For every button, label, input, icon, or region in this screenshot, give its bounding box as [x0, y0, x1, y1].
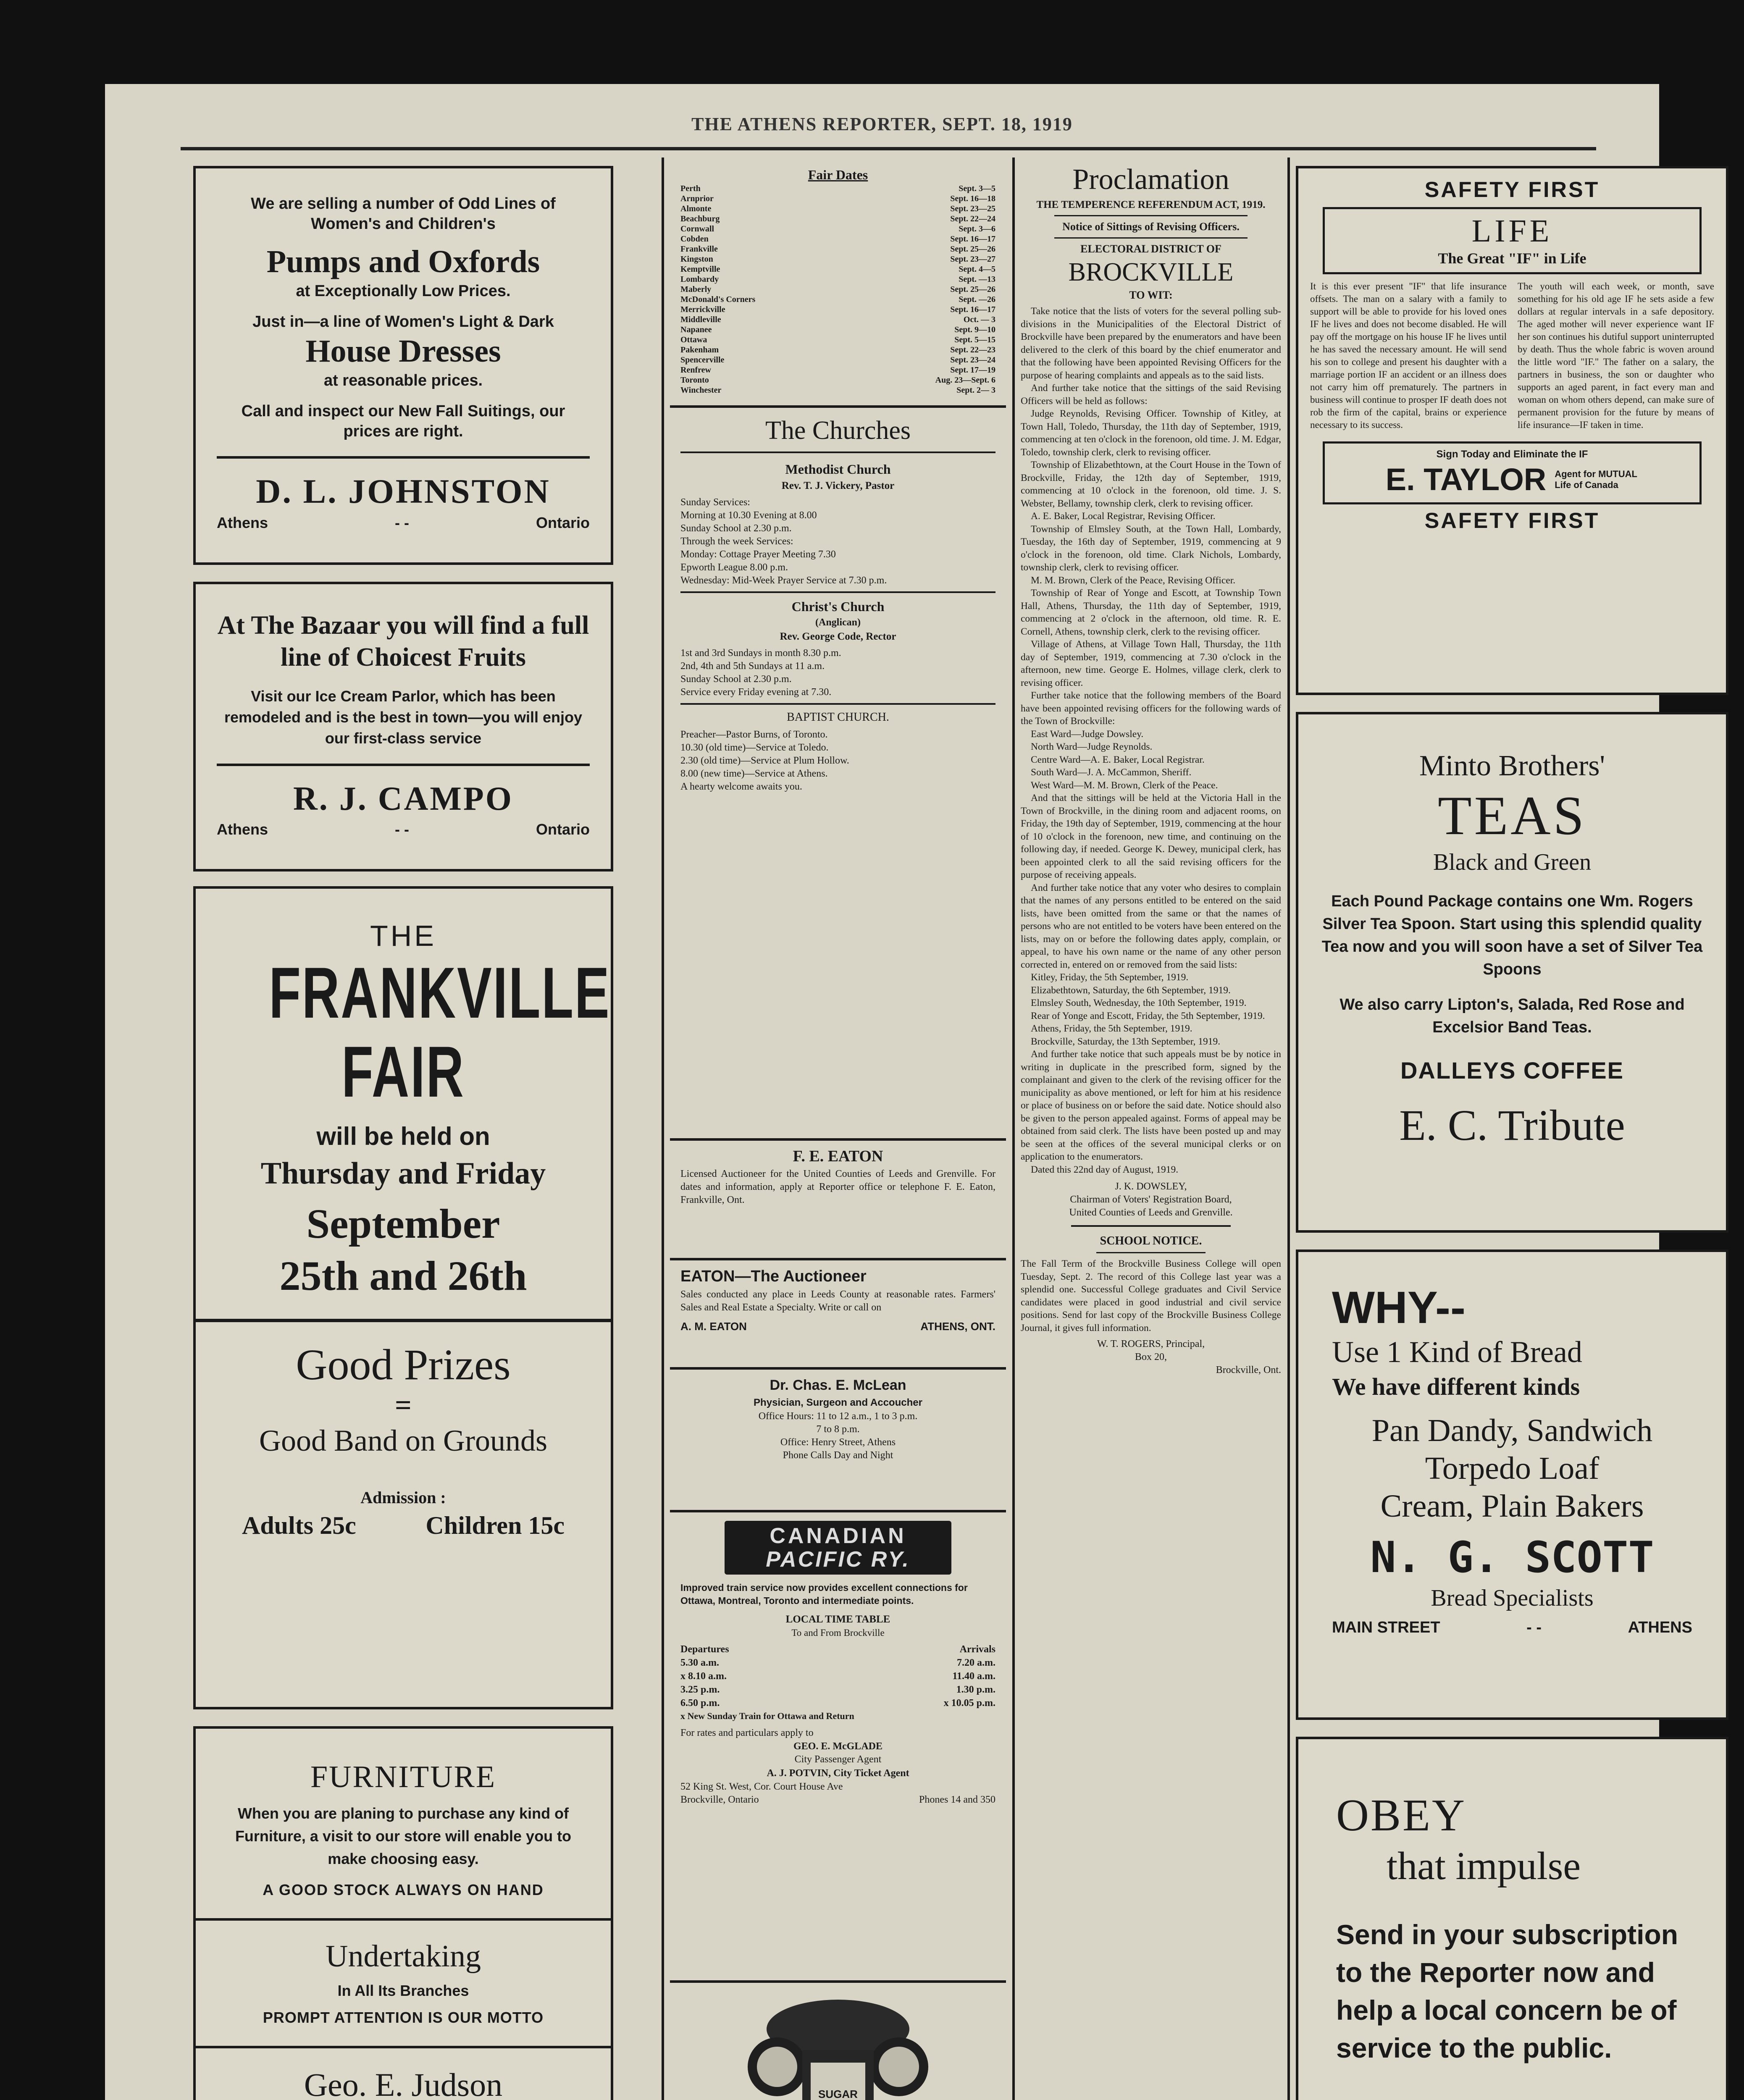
church-name: BAPTIST CHURCH.: [787, 711, 889, 724]
divider: [1054, 215, 1248, 216]
fair-name: Middleville: [680, 315, 721, 324]
timetable-row: [680, 1683, 995, 1696]
ad-headline: Undertaking: [326, 1939, 481, 1974]
ad-cane-mola: [670, 1980, 1006, 2100]
ad-body: Each Pound Package contains one Wm. Rogers Silver Tea Spoon. Start using this splendid quality Tea now and you will soon have a set of Silver Tea Spoons: [1321, 892, 1703, 978]
proclamation-paragraph: A. E. Baker, Local Registrar, Revising Officer.: [1031, 511, 1216, 522]
ad-contact: [680, 1320, 995, 1333]
ad-headline: OBEY: [1336, 1790, 1466, 1840]
ad-why: WHY--: [1332, 1282, 1466, 1333]
fair-date-row: [680, 234, 995, 244]
timetable-row: [680, 1656, 995, 1670]
agent-title: City Passenger Agent: [794, 1754, 882, 1765]
fair-prices: [217, 1509, 590, 1541]
service-line: 10.30 (old time)—Service at Toledo.: [680, 742, 829, 753]
service-line: Morning at 10.30 Evening at 8.00: [680, 510, 817, 521]
ad-title: Physician, Surgeon and Accoucher: [754, 1397, 922, 1408]
fair-name: Kemptville: [680, 265, 720, 274]
cpr-contact: [680, 1793, 995, 1806]
proclamation-paragraph: Kitley, Friday, the 5th September, 1919.: [1031, 972, 1189, 983]
proclamation-towit: TO WIT:: [1129, 289, 1173, 301]
ad-subline: at reasonable prices.: [323, 372, 483, 389]
sign-line: Sign Today and Eliminate the IF: [1436, 449, 1588, 460]
proclamation-paragraph: Township of Elmsley South, at the Town Hall, Lombardy, Tuesday, the 16th day of September, 1919, commencing at 9 o'clock in the forenoon, old time. Clark Nichols, Lombardy, township clerk, clerk to revising officer.: [1021, 523, 1281, 573]
service-line: 2.30 (old time)—Service at Plum Hollow.: [680, 755, 849, 766]
advertiser-name: Dr. Chas. E. McLean: [770, 1377, 906, 1393]
fair-date: Sept. —13: [959, 275, 995, 284]
proclamation-district: ELECTORAL DISTRICT OF: [1080, 243, 1221, 255]
ad-judson: [193, 1726, 613, 2100]
service-line: 8.00 (new time)—Service at Athens.: [680, 768, 828, 779]
church-pastor: Rev. T. J. Vickery, Pastor: [781, 480, 895, 491]
fair-date-row: [680, 335, 995, 345]
fair-date-row: [680, 214, 995, 224]
fair-date-row: [680, 304, 995, 315]
ad-johnston: [193, 166, 613, 565]
fair-name: Frankville: [680, 244, 718, 254]
service-line: Service every Friday evening at 7.30.: [680, 687, 832, 698]
fair-prizes: Good Prizes: [296, 1341, 511, 1389]
ad-campo: [193, 582, 613, 872]
fair-the: THE: [370, 919, 436, 952]
office-address: Office: Henry Street, Athens: [780, 1437, 896, 1448]
fair-date-row: [680, 345, 995, 355]
service-line: Through the week Services:: [680, 536, 793, 547]
signer-place: United Counties of Leeds and Grenville.: [1069, 1207, 1233, 1218]
fair-date-row: [680, 355, 995, 365]
price-adults: Adults 25c: [242, 1512, 356, 1539]
ad-subline: Black and Green: [1433, 849, 1592, 875]
proclamation-paragraph: Elmsley South, Wednesday, the 10th September, 1919.: [1031, 998, 1247, 1008]
street: MAIN STREET: [1332, 1619, 1440, 1636]
fair-date: Sept. 17—19: [950, 365, 995, 375]
fair-date: Sept. 23—24: [950, 355, 995, 365]
column-2: [670, 158, 1006, 2100]
cpr-address: 52 King St. West, Cor. Court House Ave: [680, 1781, 843, 1792]
divider: [217, 764, 590, 766]
timetable-row: [680, 1696, 995, 1710]
fair-name: Cobden: [680, 234, 709, 244]
fair-name: Kingston: [680, 255, 713, 264]
office-phone: Phone Calls Day and Night: [783, 1450, 893, 1461]
ad-headline: EATON—The Auctioneer: [680, 1268, 867, 1285]
fair-date-row: [680, 274, 995, 284]
service-list: [680, 728, 995, 793]
fair-title: FAIR: [341, 1032, 465, 1112]
ad-line: Call and inspect our New Fall Suitings, our prices are right.: [241, 402, 565, 440]
service-list: [680, 647, 995, 699]
ad-eaton-auctioneer: [670, 1138, 1006, 1207]
churches: [670, 414, 1006, 793]
office-hours: 7 to 8 p.m.: [816, 1424, 860, 1435]
office-hours: Office Hours: 11 to 12 a.m., 1 to 3 p.m.: [758, 1411, 918, 1422]
life-subtitle: The Great "IF" in Life: [1438, 250, 1586, 267]
school-sign: W. T. ROGERS, Principal,: [1097, 1339, 1205, 1349]
separator: - -: [1526, 1619, 1542, 1636]
ad-headline: TEAS: [1438, 785, 1586, 846]
cpr-rates: For rates and particulars apply to: [680, 1727, 814, 1738]
timetable-header: [680, 1643, 995, 1656]
agent-name: GEO. E. McGLADE: [793, 1741, 883, 1752]
departure-time: 3.25 p.m.: [680, 1684, 720, 1695]
fair-name: McDonald's Corners: [680, 295, 756, 304]
advertiser-name: Geo. E. Judson: [304, 2066, 503, 2100]
church-rector: Rev. George Code, Rector: [780, 631, 896, 642]
ad-line: Use 1 Kind of Bread: [1332, 1335, 1582, 1369]
timetable-note: x New Sunday Train for Ottawa and Return: [680, 1711, 854, 1721]
fair-date: Sept. 22—23: [950, 345, 995, 354]
departure-time: x 8.10 a.m.: [680, 1671, 727, 1682]
service-line: Preacher—Pastor Burns, of Toronto.: [680, 729, 828, 740]
divider: [680, 591, 995, 593]
ad-body: Licensed Auctioneer for the United Counties of Leeds and Grenville. For dates and information, apply at Reporter office or telephone F. E. Eaton, Frankville, Ont.: [680, 1168, 995, 1205]
proclamation-paragraph: Township of Elizabethtown, at the Court House in the Town of Brockville, Friday, the 12th day of September, 1919, commencing at 10 o'clock in the forenoon, old time. J. S. Webster, Bellamy, township clerk, clerk to revising officer.: [1021, 459, 1281, 509]
service-line: Epworth League 8.00 p.m.: [680, 562, 788, 573]
fair-equals: =: [395, 1389, 412, 1422]
proclamation-paragraph: M. M. Brown, Clerk of the Peace, Revising Officer.: [1031, 575, 1236, 586]
fair-month: September: [306, 1200, 500, 1247]
proclamation-brockville: BROCKVILLE: [1068, 258, 1234, 286]
timetable-subtitle: To and From Brockville: [791, 1628, 885, 1638]
cpr-phones: Phones 14 and 350: [919, 1794, 995, 1805]
life-banner: [1323, 207, 1702, 274]
fair-date: Oct. — 3: [963, 315, 995, 324]
masthead-rule: [181, 147, 1596, 150]
service-line: Monday: Cottage Prayer Meeting 7.30: [680, 549, 836, 560]
school-body: The Fall Term of the Brockville Business College will open Tuesday, Sept. 2. The record of this College last year was a splendid one. Successful College graduates and Civil Service candidates were placed in good industrial and civil service positions. Send for last copy of the Brockville Business College Journal, it gives full information.: [1021, 1258, 1281, 1334]
fair-date: Sept. 9—10: [954, 325, 995, 334]
proclamation-paragraph: Brockville, Saturday, the 13th September, 1919.: [1031, 1036, 1221, 1047]
fair-date-row: [680, 294, 995, 304]
masthead: THE ATHENS REPORTER, SEPT. 18, 1919: [691, 114, 1073, 134]
fair-date: Sept. 5—15: [954, 335, 995, 344]
church-denomination: (Anglican): [815, 617, 861, 628]
fair-held: will be held on: [316, 1122, 490, 1150]
advertiser-name: E. C. Tribute: [1399, 1101, 1625, 1150]
fair-date-row: [680, 184, 995, 194]
ad-headline: Pumps and Oxfords: [266, 244, 540, 279]
school-box: Box 20,: [1135, 1352, 1167, 1362]
fair-name: Maberly: [680, 285, 712, 294]
column-1: [193, 158, 613, 2100]
divider: [196, 2046, 611, 2048]
signer-name: J. K. DOWSLEY,: [1115, 1181, 1187, 1192]
proclamation-title: Proclamation: [1072, 163, 1229, 196]
ad-subline: at Exceptionally Low Prices.: [296, 282, 511, 300]
header-arrivals: Arrivals: [959, 1644, 995, 1655]
section-title: Fair Dates: [808, 167, 868, 182]
fair-name: Toronto: [680, 375, 709, 385]
fair-dates: 25th and 26th: [279, 1252, 527, 1299]
ad-body: Sales conducted any place in Leeds County at reasonable rates. Farmers' Sales and Real Estate a Specialty. Write or call on: [680, 1289, 995, 1313]
fair-days: Thursday and Friday: [260, 1156, 546, 1191]
fair-date: Sept. 25—26: [950, 285, 995, 294]
fair-date: Sept. 16—17: [950, 234, 995, 244]
fair-date-row: [680, 194, 995, 204]
proclamation-paragraph: And further take notice that such appeals must be by notice in writing in duplicate in the prescribed form, signed by the complainant and given to the clerk of the revising officer for the municipality as above mentioned, or left for him at his residence or place of business on or before the said date. Notice should also be given to the person appealed against. Forms of appeal may be obtained from said clerk. The lists have been posted up and may be seen at the offices of the several municipal clerks or on application to the enumerators.: [1021, 1049, 1281, 1162]
timetable-title: LOCAL TIME TABLE: [785, 1614, 890, 1625]
fair-name: Spencerville: [680, 355, 725, 365]
divider: [1071, 1225, 1231, 1227]
town: ATHENS: [1628, 1619, 1692, 1636]
safety-first: SAFETY FIRST: [1424, 509, 1600, 533]
service-line: 2nd, 4th and 5th Sundays at 11 a.m.: [680, 661, 825, 672]
separator: - -: [395, 821, 409, 838]
proclamation-paragraph: Village of Athens, at Village Town Hall, Thursday, the 11th day of September, 1919, commencing at 7.30 o'clock in the afternoon, new time. George E. Holmes, village clerk, clerk to revising officer.: [1021, 639, 1281, 688]
fair-date-row: [680, 375, 995, 385]
ad-intro: We are selling a number of Odd Lines of Women's and Children's: [251, 195, 556, 233]
signer-title: Chairman of Voters' Registration Board,: [1070, 1194, 1232, 1205]
proclamation-body: [1021, 305, 1281, 1176]
fair-date: Sept. 3—5: [959, 184, 995, 193]
fair-date-row: [680, 365, 995, 375]
proclamation-paragraph: Rear of Yonge and Escott, Friday, the 5th September, 1919.: [1031, 1010, 1265, 1021]
divider: [217, 456, 590, 459]
proclamation-paragraph: East Ward—Judge Dowsley.: [1031, 728, 1144, 740]
fair-name: Renfrew: [680, 365, 711, 375]
can-label: SUGAR: [818, 2088, 858, 2100]
taylor-name-row: [1333, 461, 1691, 498]
divider: [680, 703, 995, 705]
ad-headline: FURNITURE: [310, 1760, 496, 1794]
section-title: The Churches: [765, 416, 911, 445]
fair-band: Good Band on Grounds: [259, 1424, 547, 1457]
church-name: Methodist Church: [785, 462, 891, 477]
proclamation-paragraph: Take notice that the lists of voters for the several polling sub-divisions in the Municipalities of the Electoral District of Brockville have been prepared by the enumerators and have been delivered to the clerk of this board by the chief enumerator and that the following have been appointed Revising Officers for the purpose of hearing complaints and appeals as to the said lists.: [1021, 306, 1281, 381]
cane-mola-icon: [739, 1991, 937, 2100]
fair-date-row: [680, 385, 995, 395]
service-line: Wednesday: Mid-Week Prayer Service at 7.30 p.m.: [680, 575, 887, 586]
column-rule: [1012, 158, 1015, 2100]
column-4: [1296, 158, 1728, 2100]
ad-coffee: DALLEYS COFFEE: [1400, 1057, 1624, 1084]
arrival-time: 1.30 p.m.: [956, 1684, 995, 1695]
service-line: A hearty welcome awaits you.: [680, 781, 802, 792]
fair-name: Winchester: [680, 386, 722, 395]
cane-mola-illustration: [739, 1991, 937, 2100]
fair-date: Sept. 25—26: [950, 244, 995, 254]
fair-date-row: [680, 325, 995, 335]
fair-name: Lombardy: [680, 275, 719, 284]
province: Ontario: [536, 821, 590, 838]
proclamation-notice: Notice of Sittings of Revising Officers.: [1062, 220, 1240, 233]
fair-name: Cornwall: [680, 224, 714, 234]
fair-date-row: [680, 264, 995, 274]
agent-line: Agent for MUTUAL Life of Canada: [1555, 469, 1637, 490]
ad-headline: that impulse: [1387, 1844, 1581, 1888]
fair-date: Sept. 16—18: [950, 194, 995, 203]
ad-line: Just in—a line of Women's Light & Dark: [252, 313, 554, 331]
ad-headline: At The Bazaar you will find a full line of Choicest Fruits: [217, 611, 589, 672]
place: Athens: [217, 821, 268, 838]
fair-name: Merrickville: [680, 305, 725, 314]
timetable-row: [680, 1670, 995, 1683]
service-line: Sunday School at 2.30 p.m.: [680, 674, 792, 685]
proclamation-act: THE TEMPERENCE REFERENDUM ACT, 1919.: [1036, 199, 1266, 210]
divider: [1054, 237, 1248, 239]
column-3: [1021, 158, 1281, 2100]
cpr-city: Brockville, Ontario: [680, 1794, 759, 1805]
fair-name: Ottawa: [680, 335, 707, 344]
ad-body: When you are planing to purchase any kind of Furniture, a visit to our store will enable you to make choosing easy.: [235, 1805, 572, 1867]
bread-kinds: Pan Dandy, Sandwich: [1371, 1413, 1653, 1448]
fair-date-row: [680, 224, 995, 234]
advertiser-name: N. G. SCOTT: [1370, 1533, 1654, 1583]
church-name: Christ's Church: [791, 599, 885, 614]
bread-kinds: Cream, Plain Bakers: [1380, 1488, 1644, 1524]
ad-mclean: [670, 1367, 1006, 1462]
column-rule: [1287, 158, 1290, 2100]
fair-date: Sept. 23—25: [950, 204, 995, 213]
fair-date-row: [680, 244, 995, 254]
service-line: Sunday School at 2.30 p.m.: [680, 523, 792, 534]
life-title: LIFE: [1471, 213, 1553, 249]
proclamation-paragraph: And further take notice that the sittings of the said Revising Officers will be held as follows:: [1021, 383, 1281, 407]
proclamation-paragraph: And that the sittings will be held at the Victoria Hall in the Town of Brockville, in the dining room and adjacent rooms, on Friday, the 19th day of September, 1919, commencing at the hour of 10 o'clock in the forenoon, new time, and continuing on the following day, if needed. George K. Dewey, municipal clerk, has been appointed clerk to all the said revising officers for the purpose of receiving appeals.: [1021, 793, 1281, 880]
ad-frankville-fair: [193, 886, 613, 1709]
fair-date: Sept. —26: [959, 295, 995, 304]
divider: [680, 452, 995, 453]
proclamation-paragraph: Township of Rear of Yonge and Escott, at Township Town Hall, Athens, Thursday, the 11th day of September, 1919, commencing at 2 o'clock in the afternoon, old time. R. E. Cornell, Athens, township clerk, clerk to the revising officer.: [1021, 588, 1281, 637]
service-line: Sunday Services:: [680, 497, 750, 508]
divider: [1096, 1252, 1206, 1253]
fair-date-row: [680, 254, 995, 264]
fair-name: Perth: [680, 184, 701, 193]
taylor-sign-box: [1323, 441, 1702, 504]
proclamation-paragraph: Athens, Friday, the 5th September, 1919.: [1031, 1023, 1192, 1034]
fair-date: Sept. 23—27: [950, 255, 995, 264]
column-rule: [662, 158, 664, 2100]
ad-minto-teas: [1296, 712, 1728, 1233]
ad-taylor: [1296, 166, 1728, 695]
logo-line: PACIFIC RY.: [766, 1547, 910, 1572]
price-children: Children 15c: [425, 1512, 565, 1539]
service-line: 1st and 3rd Sundays in month 8.30 p.m.: [680, 648, 841, 659]
advertiser-name: E. TAYLOR: [1385, 462, 1547, 497]
fair-admission: Admission :: [360, 1488, 446, 1507]
arrival-time: 11.40 a.m.: [952, 1671, 995, 1682]
province: Ontario: [536, 514, 590, 531]
safety-first: SAFETY FIRST: [1424, 178, 1600, 202]
contact-name: A. M. EATON: [680, 1320, 747, 1333]
bread-kinds: Torpedo Loaf: [1425, 1451, 1600, 1486]
proclamation-paragraph: Elizabethtown, Saturday, the 6th September, 1919.: [1031, 984, 1231, 996]
fair-dates-list: [680, 184, 995, 395]
fair-date-row: [680, 315, 995, 325]
ad-eaton-2: [670, 1258, 1006, 1333]
fair-date: Sept. 16—17: [950, 305, 995, 314]
ad-subline: Bread Specialists: [1431, 1585, 1594, 1611]
fair-name: Arnprior: [680, 194, 714, 203]
ad-headline: House Dresses: [305, 333, 501, 369]
ad-branches: In All Its Branches: [337, 1982, 469, 1999]
ad-line: We have different kinds: [1332, 1373, 1580, 1400]
ad-motto: PROMPT ATTENTION IS OUR MOTTO: [263, 2009, 544, 2026]
life-text-right: The youth will each week, or month, save something for his old age IF he sets aside a few dollars at regular intervals in a safe depository. The aged mother will never experience want IF her son continues his dutiful support uninterrupted by death. Thus the whole fabric is woven around the little word "IF." The father on a salary, the partners in business, the son or daughter who supports an aged parent, in fact every man and woman on whom others depend, can make sure of permanent provision for the future by means of life insurance—IF taken in time.: [1518, 281, 1714, 430]
arrival-time: x 10.05 p.m.: [943, 1698, 995, 1709]
departure-time: 5.30 a.m.: [680, 1657, 719, 1668]
advertiser-location: [1332, 1617, 1692, 1638]
divider: [196, 1918, 611, 1921]
departure-time: 6.50 p.m.: [680, 1698, 720, 1709]
divider: [670, 405, 1006, 408]
ad-body: Visit our Ice Cream Parlor, which has been remodeled and is the best in town—you will enjoy our first-class service: [224, 688, 583, 747]
fair-date: Aug. 23—Sept. 6: [935, 375, 995, 385]
school-title: SCHOOL NOTICE.: [1100, 1234, 1202, 1247]
newspaper-page: [105, 84, 1714, 2100]
advertiser-name: R. J. CAMPO: [293, 780, 513, 817]
advertiser-location: [217, 514, 590, 532]
ad-canadian-pacific: [670, 1510, 1006, 1815]
header-departures: Departures: [680, 1644, 729, 1655]
proclamation-paragraph: South Ward—J. A. McCammon, Sheriff.: [1031, 767, 1192, 778]
agent-name: A. J. POTVIN, City Ticket Agent: [767, 1768, 909, 1779]
fair-date-row: [680, 284, 995, 294]
life-text: [1310, 280, 1714, 431]
fair-title: FRANKVILLE: [269, 953, 611, 1033]
proclamation-paragraph: Judge Reynolds, Revising Officer. Township of Kitley, at Town Hall, Toledo, Thursday, the 11th day of September, 1919, commencing at ten o'clock in the forenoon, old time. J. M. Edgar, Toledo, township clerk, clerk to revising officer.: [1021, 408, 1281, 458]
proclamation-paragraph: West Ward—M. M. Brown, Clerk of the Peace.: [1031, 780, 1218, 791]
proclamation-paragraph: North Ward—Judge Reynolds.: [1031, 741, 1153, 752]
fair-name: Pakenham: [680, 345, 719, 354]
contact-place: ATHENS, ONT.: [920, 1320, 995, 1333]
advertiser-name: F. E. EATON: [793, 1147, 883, 1165]
life-text-left: It is this ever present "IF" that life insurance offsets. The man on a salary with a family to support will be able to provide for his loved ones IF he lives and does not become disabled. He will pay off the mortgage on his house IF he lives until he has saved the necessary amount. He will send his son to college and present his daughter with a marriage portion IF an accident or an illness does not carry him off prematurely. The partners in business will continue to prosper IF death does not rob the firm of the capital, brains or experience necessary to its success.: [1310, 281, 1507, 430]
ad-obey: [1296, 1737, 1728, 2100]
proclamation-paragraph: Further take notice that the following members of the Board have been appointed revising officers for the following wards of the Town of Brockville:: [1021, 690, 1281, 727]
separator: - -: [395, 514, 409, 531]
logo-line: CANADIAN: [770, 1524, 906, 1548]
fair-dates: [670, 166, 1006, 395]
proclamation-paragraph: Centre Ward—A. E. Baker, Local Registrar.: [1031, 754, 1205, 765]
place: Athens: [217, 514, 268, 531]
arrival-time: 7.20 a.m.: [957, 1657, 995, 1668]
fair-name: Beachburg: [680, 214, 720, 223]
ad-scott: [1296, 1250, 1728, 1720]
fair-date-row: [680, 204, 995, 214]
divider: [196, 1319, 611, 1322]
timetable-rows: [680, 1656, 995, 1710]
proclamation-paragraph: Dated this 22nd day of August, 1919.: [1031, 1164, 1179, 1175]
cpr-logo: [725, 1521, 951, 1575]
fair-name: Almonte: [680, 204, 712, 213]
fair-date: Sept. 4—5: [959, 265, 995, 274]
ad-stock: A GOOD STOCK ALWAYS ON HAND: [263, 1881, 544, 1898]
fair-date: Sept. 2— 3: [956, 386, 995, 395]
proclamation-paragraph: And further take notice that any voter who desires to complain that the names of any persons entitled to be entered on the said lists, have been omitted from the same or that the names of persons who are not entitled to be voters have been entered on the lists, may on or before the following dates apply, complain, or appeal, to have his own name or the name of any other person corrected in, entered on or removed from the said lists:: [1021, 882, 1281, 970]
service-list: [680, 496, 995, 587]
advertiser-name: D. L. JOHNSTON: [256, 472, 551, 510]
ad-body: Send in your subscription to the Reporter now and help a local concern be of service to the public.: [1336, 1919, 1678, 2063]
fair-date: Sept. 22—24: [950, 214, 995, 223]
school-city: Brockville, Ont.: [1216, 1365, 1281, 1376]
advertiser-location: [217, 821, 590, 838]
ad-brand: Minto Brothers': [1419, 750, 1605, 782]
ad-body: We also carry Lipton's, Salada, Red Rose and Excelsior Band Teas.: [1340, 996, 1685, 1036]
fair-name: Napanee: [680, 325, 712, 334]
fair-date: Sept. 3—6: [959, 224, 995, 234]
cpr-intro: Improved train service now provides excellent connections for Ottawa, Montreal, Toronto and intermediate points.: [680, 1582, 968, 1606]
